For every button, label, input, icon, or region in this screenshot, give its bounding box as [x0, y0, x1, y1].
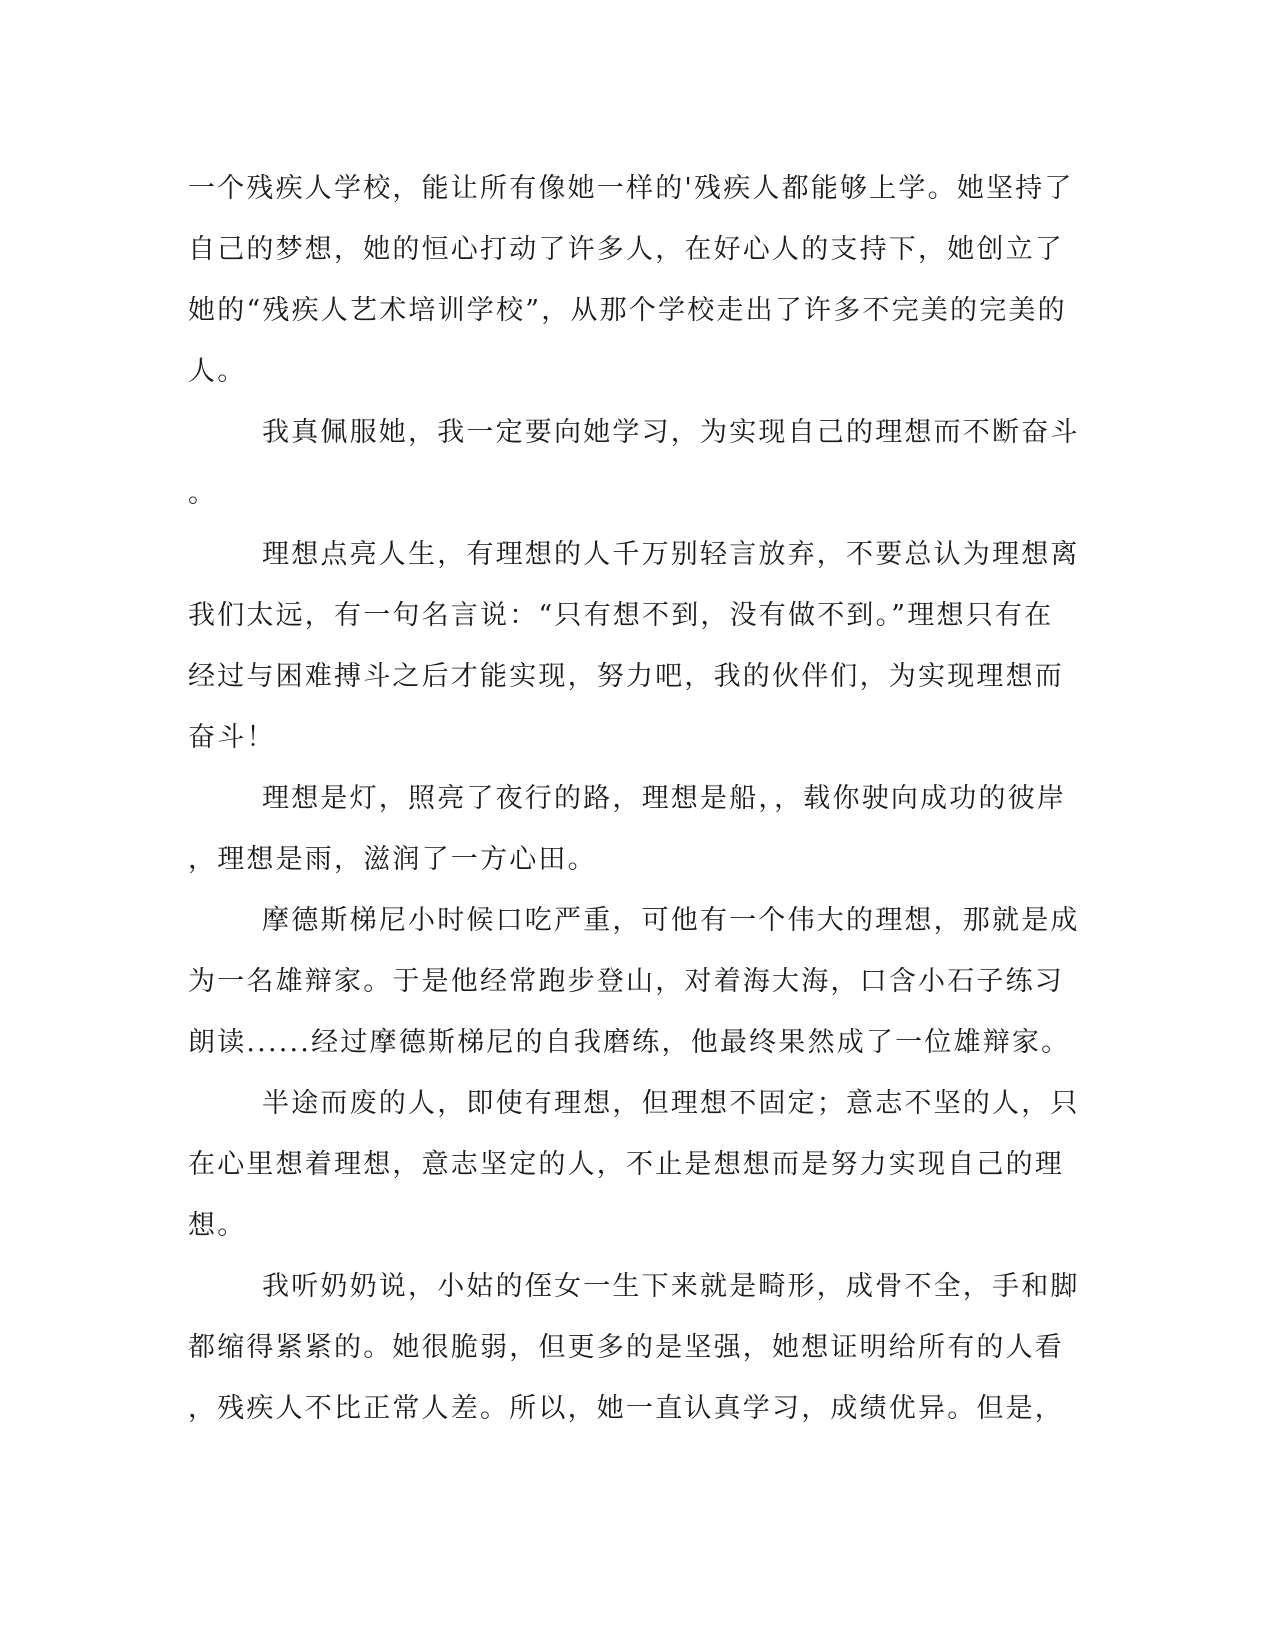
text-line: 我们太远，有一句名言说：“只有想不到，没有做不到。”理想只有在 [188, 600, 1054, 631]
text-line: 都缩得紧紧的。她很脆弱，但更多的是坚强，她想证明给所有的人看 [188, 1332, 1064, 1363]
document-body [188, 158, 1080, 1439]
text-line: 。 [188, 478, 218, 509]
paragraph-start-line: 理想点亮人生，有理想的人千万别轻言放弃，不要总认为理想离 [262, 539, 1080, 570]
text-line: 自己的梦想，她的恒心打动了许多人，在好心人的支持下，她创立了 [188, 234, 1064, 265]
paragraph-start-line: 理想是灯，照亮了夜行的路，理想是船，，载你驶向成功的彼岸 [262, 783, 1067, 814]
text-line: 她的“残疾人艺术培训学校”，从那个学校走出了许多不完美的完美的 [188, 295, 1067, 326]
text-line: 经过与困难搏斗之后才能实现，努力吧，我的伙伴们，为实现理想而 [188, 661, 1064, 692]
text-line: 奋斗！ [188, 722, 276, 753]
paragraph-start-line: 摩德斯梯尼小时候口吃严重，可他有一个伟大的理想，那就是成 [262, 905, 1080, 936]
paragraph-start-line: 半途而废的人，即使有理想，但理想不固定；意志不坚的人，只 [262, 1088, 1080, 1119]
paragraph-start-line: 我听奶奶说，小姑的侄女一生下来就是畸形，成骨不全，手和脚 [262, 1271, 1080, 1302]
text-line: ，残疾人不比正常人差。所以，她一直认真学习，成绩优异。但是， [188, 1393, 1064, 1424]
text-line: ，理想是雨，滋润了一方心田。 [188, 844, 597, 875]
paragraph-start-line: 我真佩服她，我一定要向她学习，为实现自己的理想而不断奋斗 [262, 417, 1080, 448]
text-line: 朗读......经过摩德斯梯尼的自我磨练，他最终果然成了一位雄辩家。 [188, 1027, 1071, 1058]
text-line: 在心里想着理想，意志坚定的人，不止是想想而是努力实现自己的理 [188, 1149, 1064, 1180]
text-line: 一个残疾人学校，能让所有像她一样的'残疾人都能够上学。她坚持了 [188, 173, 1074, 204]
text-line: 想。 [188, 1210, 247, 1241]
text-line: 为一名雄辩家。于是他经常跑步登山，对着海大海，口含小石子练习 [188, 966, 1064, 997]
text-line: 人。 [188, 356, 247, 387]
